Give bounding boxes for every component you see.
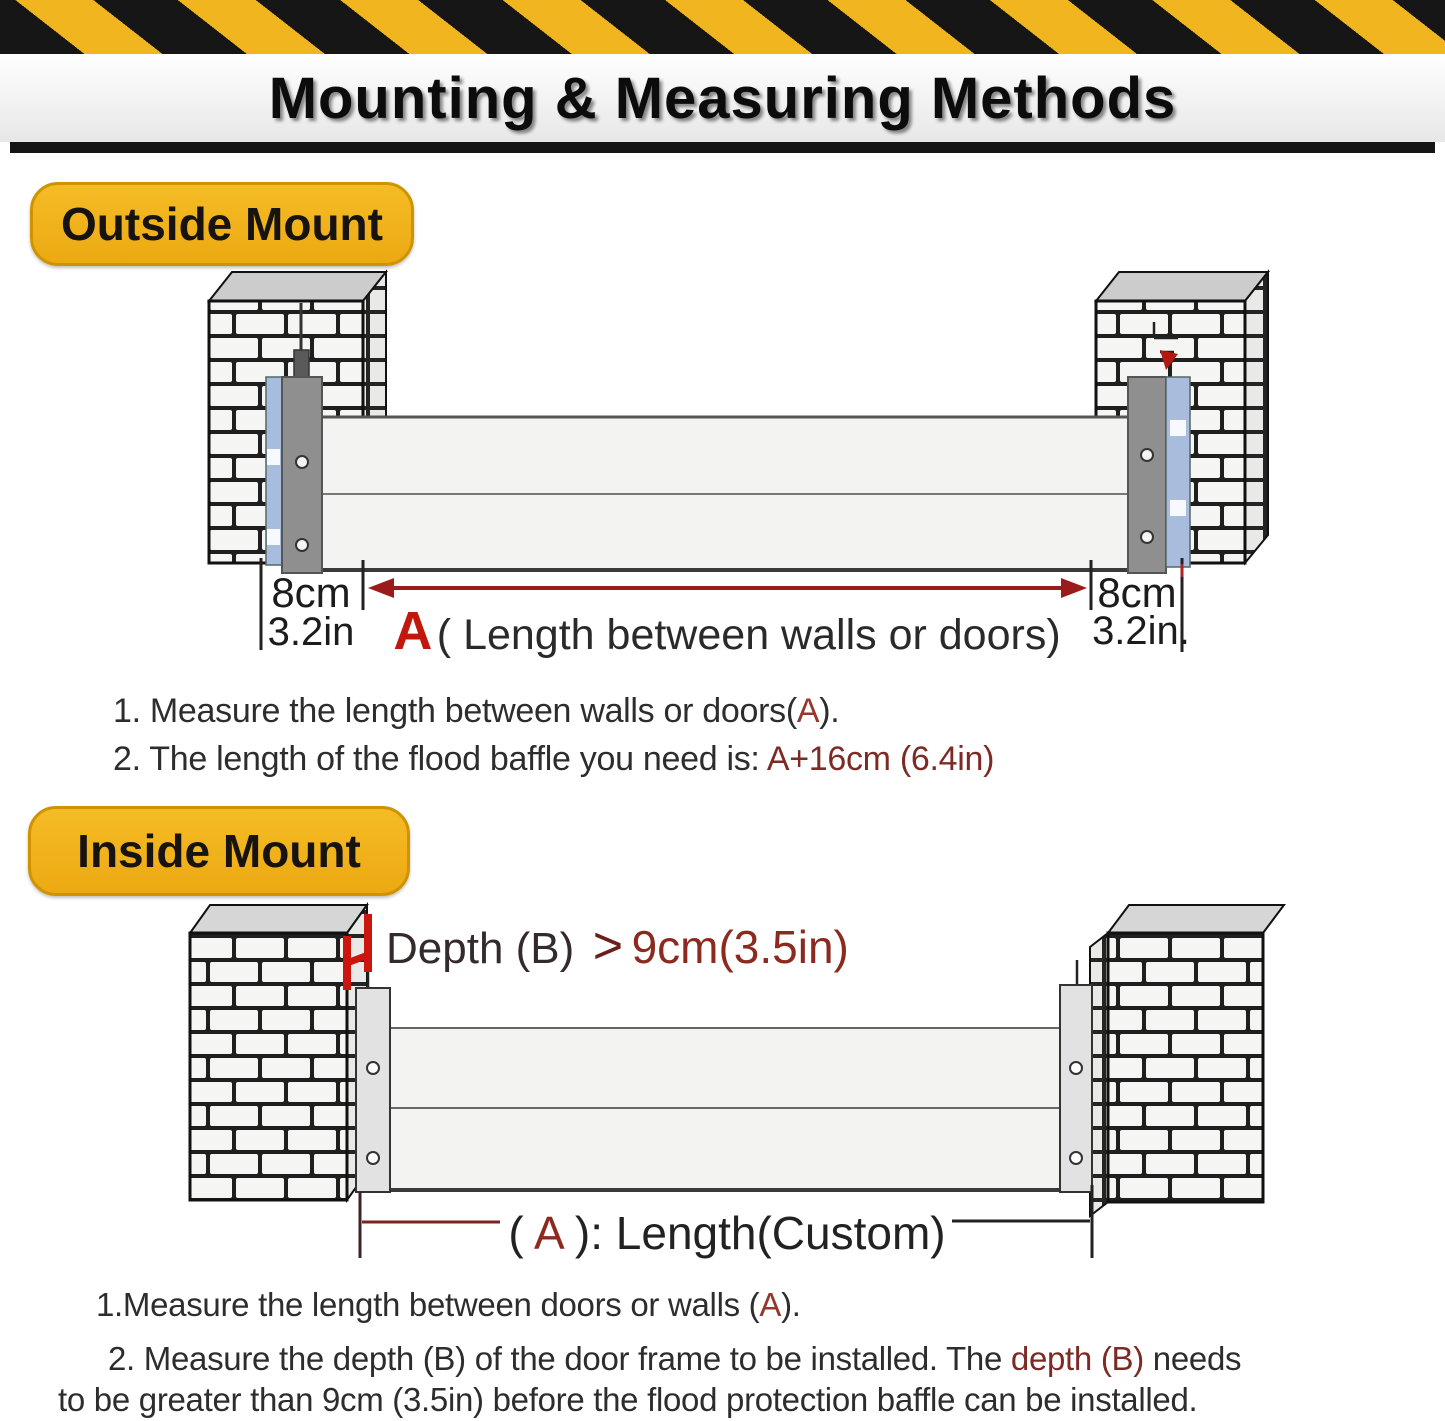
flood-barrier-panels-2 — [390, 1028, 1060, 1190]
span-length-label — [393, 601, 1060, 661]
left-mount-channel-2 — [356, 968, 390, 1192]
greater-than-symbol: > — [592, 917, 624, 975]
length-label-open: ( — [508, 1207, 524, 1259]
right-gap-cm: 8cm — [1097, 569, 1177, 616]
left-gap-cm: 8cm — [271, 569, 351, 616]
outside-step-1-text: 1. Measure the length between walls or doors( — [113, 692, 797, 730]
left-brick-pillar-2 — [190, 905, 367, 1200]
outside-step-2 — [113, 740, 994, 779]
flood-barrier-panels — [319, 417, 1130, 570]
outside-step-1-a: A — [796, 692, 820, 730]
depth-label-prefix: Depth (B) — [386, 924, 575, 973]
span-arrow — [368, 578, 1087, 598]
hazard-tape-banner — [0, 0, 1445, 54]
inside-step-2-depth: depth (B) — [1010, 1340, 1144, 1377]
inside-step-1-end: ). — [781, 1286, 801, 1323]
outside-step-2-value: A+16cm (6.4in) — [766, 740, 995, 778]
outside-step-1 — [113, 692, 839, 731]
length-label-rest: ): Length(Custom) — [574, 1207, 946, 1259]
inside-mount-label — [28, 806, 410, 896]
outside-mount-label — [30, 182, 414, 266]
inside-mount-label-text: Inside Mount — [77, 825, 361, 877]
depth-label-value: 9cm(3.5in) — [631, 921, 849, 973]
title-divider-bar — [10, 142, 1435, 153]
length-label — [508, 1207, 945, 1259]
outside-mount-diagram — [0, 268, 1445, 700]
inside-step-2-end: needs — [1143, 1340, 1242, 1377]
right-gap-in: 3.2in. — [1092, 609, 1190, 653]
left-gap-in: 3.2in — [267, 610, 355, 654]
inside-step-2-line-2 — [58, 1381, 1197, 1419]
length-label-a: A — [533, 1207, 563, 1259]
right-mount-channel-2 — [1060, 960, 1092, 1192]
outside-step-1-end: ). — [819, 692, 840, 730]
outside-step-2-text: 2. The length of the flood baffle you need is: — [113, 740, 767, 778]
inside-step-2-text: 2. Measure the depth (B) of the door frame to be installed. The — [108, 1340, 1011, 1377]
span-length-label-text: ( Length between walls or doors) — [436, 611, 1061, 659]
outside-mount-label-text: Outside Mount — [61, 198, 383, 250]
inside-step-2-line-1 — [108, 1340, 1241, 1378]
inside-step-1-a: A — [759, 1286, 782, 1323]
inside-mount-diagram — [0, 900, 1445, 1272]
title-band — [0, 54, 1445, 142]
span-length-label-a: A — [393, 601, 433, 661]
inside-step-1 — [96, 1286, 801, 1324]
page-title: Mounting & Measuring Methods — [268, 65, 1177, 131]
depth-label — [386, 917, 849, 975]
inside-step-2-line-2-text: to be greater than 9cm (3.5in) before the flood protection baffle can be installed. — [58, 1381, 1198, 1418]
inside-step-1-text: 1.Measure the length between doors or walls ( — [96, 1286, 760, 1323]
right-brick-pillar-2 — [1090, 905, 1284, 1216]
